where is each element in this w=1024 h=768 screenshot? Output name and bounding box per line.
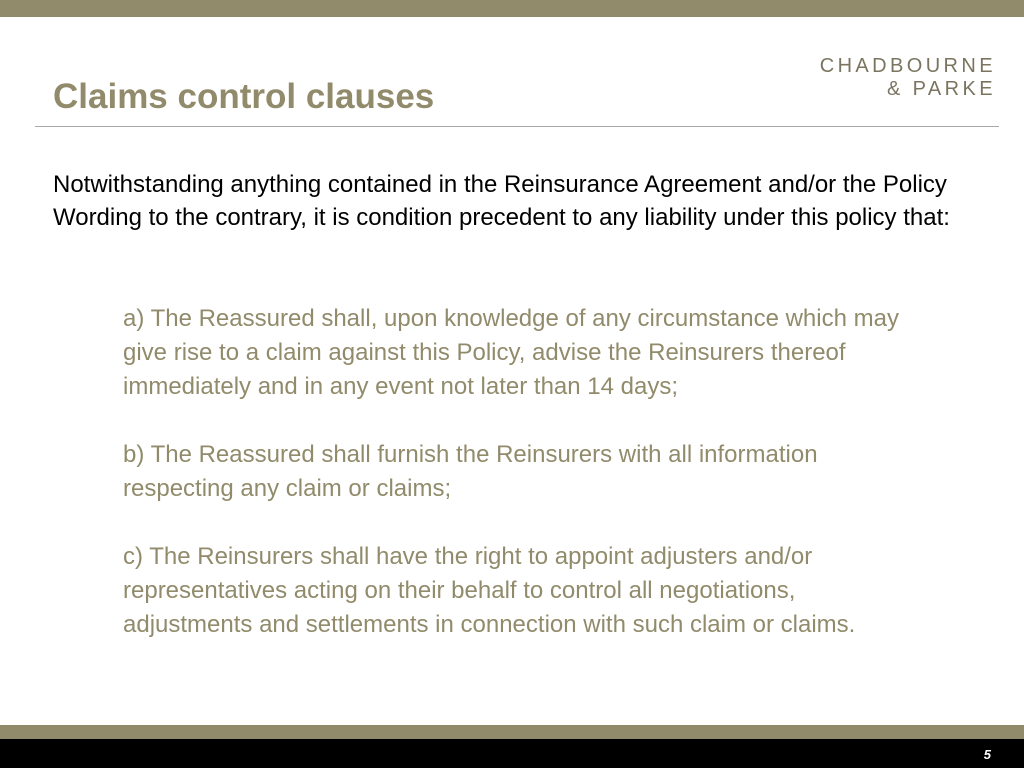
footer-bar — [0, 739, 1024, 768]
intro-paragraph: Notwithstanding anything contained in the Reinsurance Agreement and/or the Policy Wording to the contrary, it is condition precedent to any liability under this policy that: — [53, 171, 950, 231]
clause-list — [123, 302, 923, 676]
clause-a: a) The Reassured shall, upon knowledge of any circumstance which may give rise to a claim against this Policy, advise the Reinsurers thereof immediately and in any event not later than 14 days; — [123, 305, 899, 400]
page-number: 5 — [983, 747, 991, 762]
bottom-accent-band — [0, 725, 1024, 739]
clause-c: c) The Reinsurers shall have the right to appoint adjusters and/or representatives acting on their behalf to control all negotiations, adjustments and settlements in connection with such claim or claims. — [123, 543, 856, 638]
logo-line-2: & PARKE — [886, 78, 996, 100]
slide-title: Claims control clauses — [53, 77, 435, 116]
top-accent-bar — [0, 0, 1024, 17]
company-logo — [820, 56, 996, 99]
logo-line-1: CHADBOURNE — [819, 55, 996, 77]
clause-b: b) The Reassured shall furnish the Reinsurers with all information respecting any claim or claims; — [123, 441, 818, 502]
title-divider — [35, 126, 999, 127]
